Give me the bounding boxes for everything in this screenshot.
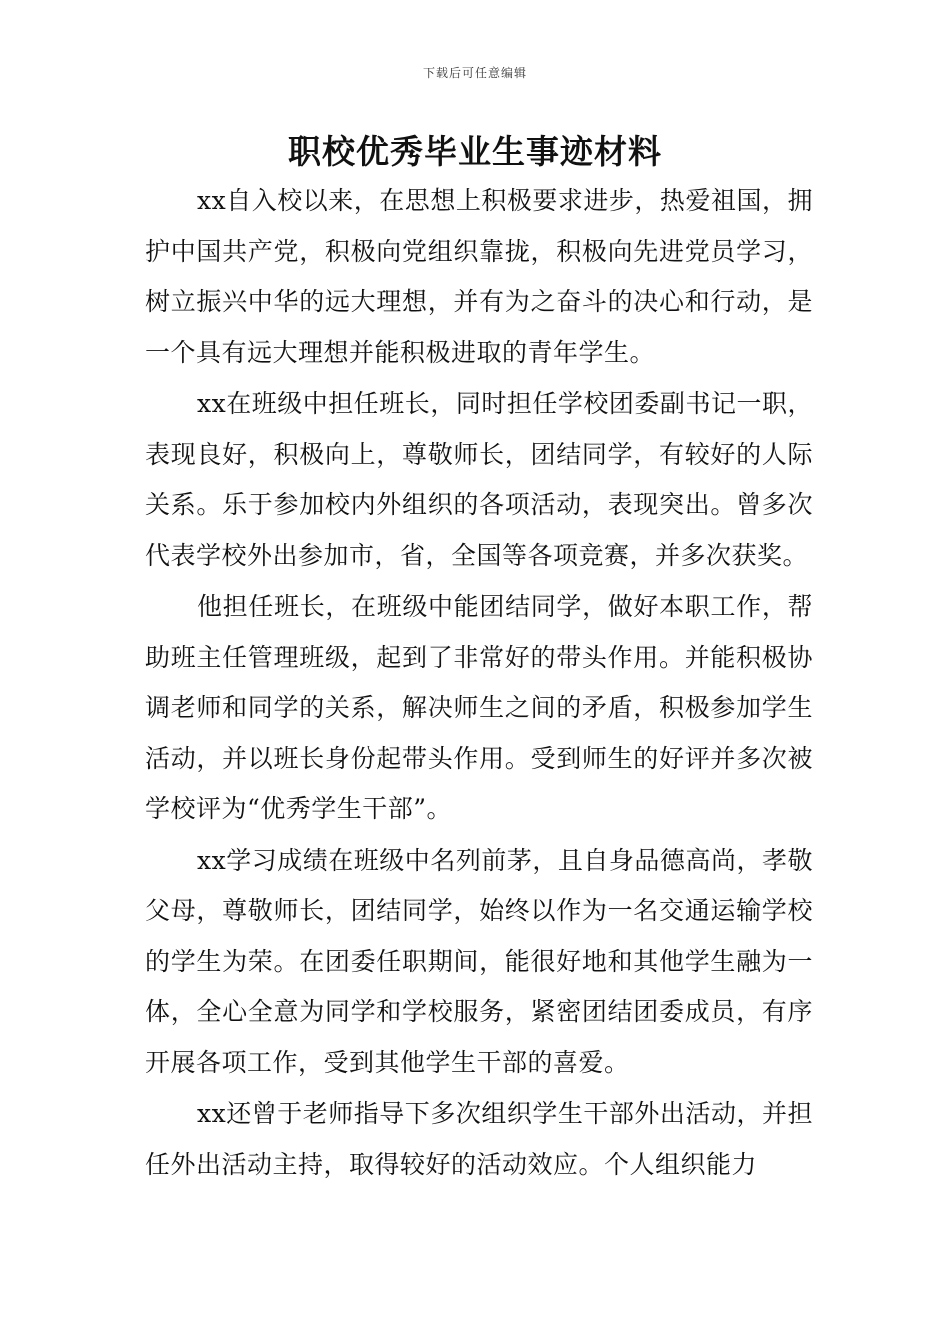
document-title: 职校优秀毕业生事迹材料: [288, 132, 662, 171]
document-body: [145, 176, 813, 1191]
paragraph-1: xx自入校以来，在思想上积极要求进步，热爱祖国，拥护中国共产党，积极向党组织靠拢，积极向先进党员学习，树立振兴中华的远大理想，并有为之奋斗的决心和行动，是一个具有远大理想并能积极进取的青年学生。: [145, 186, 813, 367]
paragraph-5: xx还曾于老师指导下多次组织学生干部外出活动，并担任外出活动主持，取得较好的活动效应。个人组织能力: [145, 1099, 813, 1179]
paragraph-2: xx在班级中担任班长，同时担任学校团委副书记一职，表现良好，积极向上，尊敬师长，团结同学，有较好的人际关系。乐于参加校内外组织的各项活动，表现突出。曾多次代表学校外出参加市，省，全国等各项竞赛，并多次获奖。: [145, 389, 813, 570]
paragraph-3: 他担任班长，在班级中能团结同学，做好本职工作，帮助班主任管理班级，起到了非常好的带头作用。并能积极协调老师和同学的关系，解决师生之间的矛盾，积极参加学生活动，并以班长身份起带头作用。受到师生的好评并多次被学校评为“优秀学生干部”。: [145, 592, 813, 823]
paragraph-4: xx学习成绩在班级中名列前茅，且自身品德高尚，孝敬父母，尊敬师长，团结同学，始终以作为一名交通运输学校的学生为荣。在团委任职期间，能很好地和其他学生融为一体，全心全意为同学和学校服务，紧密团结团委成员，有序开展各项工作，受到其他学生干部的喜爱。: [145, 845, 813, 1077]
header-note: 下载后可任意编辑: [422, 66, 527, 80]
